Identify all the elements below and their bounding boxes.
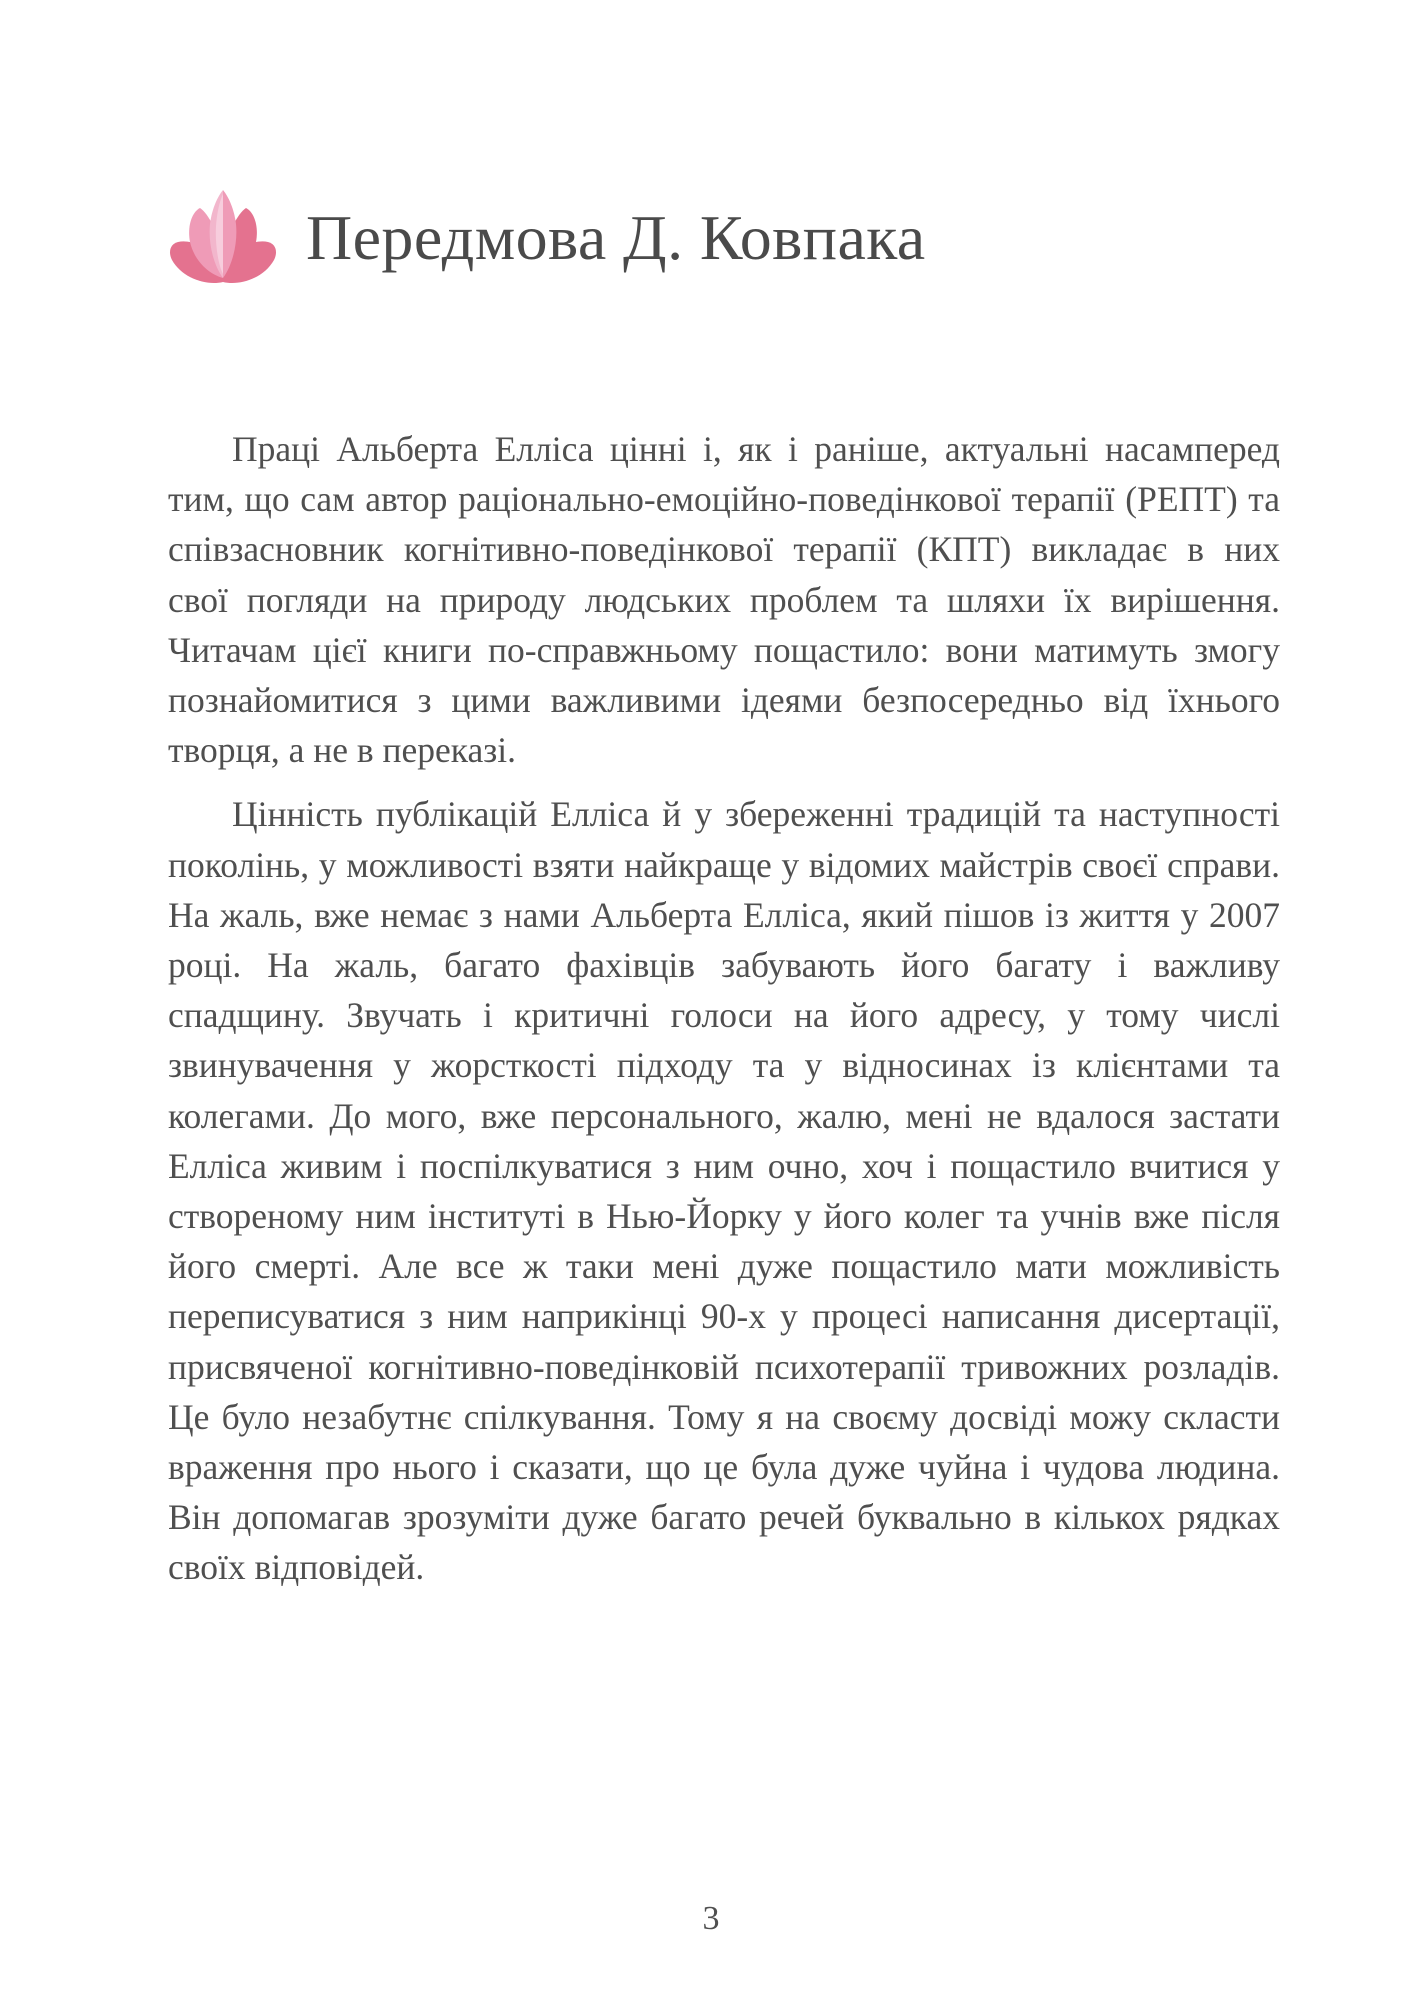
chapter-header <box>168 186 1280 290</box>
paragraph: Цінність публікацій Елліса й у збереженні традицій та наступності поколінь, у можливості взяти найкраще у відомих майстрів своєї справи. На жаль, вже немає з нами Альберта Елліса, який пішов із життя у 2007 році. На жаль, багато фахівців забувають його багату і важливу спадщину. Звучать і критичні голоси на його адресу, у тому числі звинувачення у жорсткості підходу та у відносинах із клієнтами та колегами. До мого, вже персонального, жалю, мені не вдалося застати Елліса живим і поспілкуватися з ним очно, хоч і пощастило вчитися у створеному ним інституті в Нью-Йорку у його колег та учнів вже після його смерті. Але все ж таки мені дуже пощастило мати можливість переписуватися з ним наприкінці 90-х у процесі написання дисертації, присвяченої когнітивно-поведінковій психотерапії тривожних розладів. Це було незабутнє спілкування. Тому я на своєму досвіді можу скласти враження про нього і сказати, що це була дуже чуйна і чудова людина. Він допомагав зрозуміти дуже багато речей буквально в кількох рядках своїх відповідей. <box>168 794 1280 1588</box>
page-number: 3 <box>702 1900 720 1937</box>
page-title: Передмова Д. Ковпака <box>306 202 926 274</box>
body-text <box>168 424 1280 1593</box>
paragraph: Праці Альберта Елліса цінні і, як і раніше, актуальні насамперед тим, що сам автор раціонально-емоційно-поведінкової терапії (РЕПТ) та співзасновник когнітивно-поведінкової терапії (КПТ) викладає в них свої погляди на природу людських проблем та шляхи їх вирішення. Читачам цієї книги по-справжньому пощастило: вони матимуть змогу познайомитися з цими важливими ідеями безпосередньо від їхнього творця, а не в переказі. <box>168 429 1280 771</box>
lotus-flower-icon <box>168 186 278 290</box>
